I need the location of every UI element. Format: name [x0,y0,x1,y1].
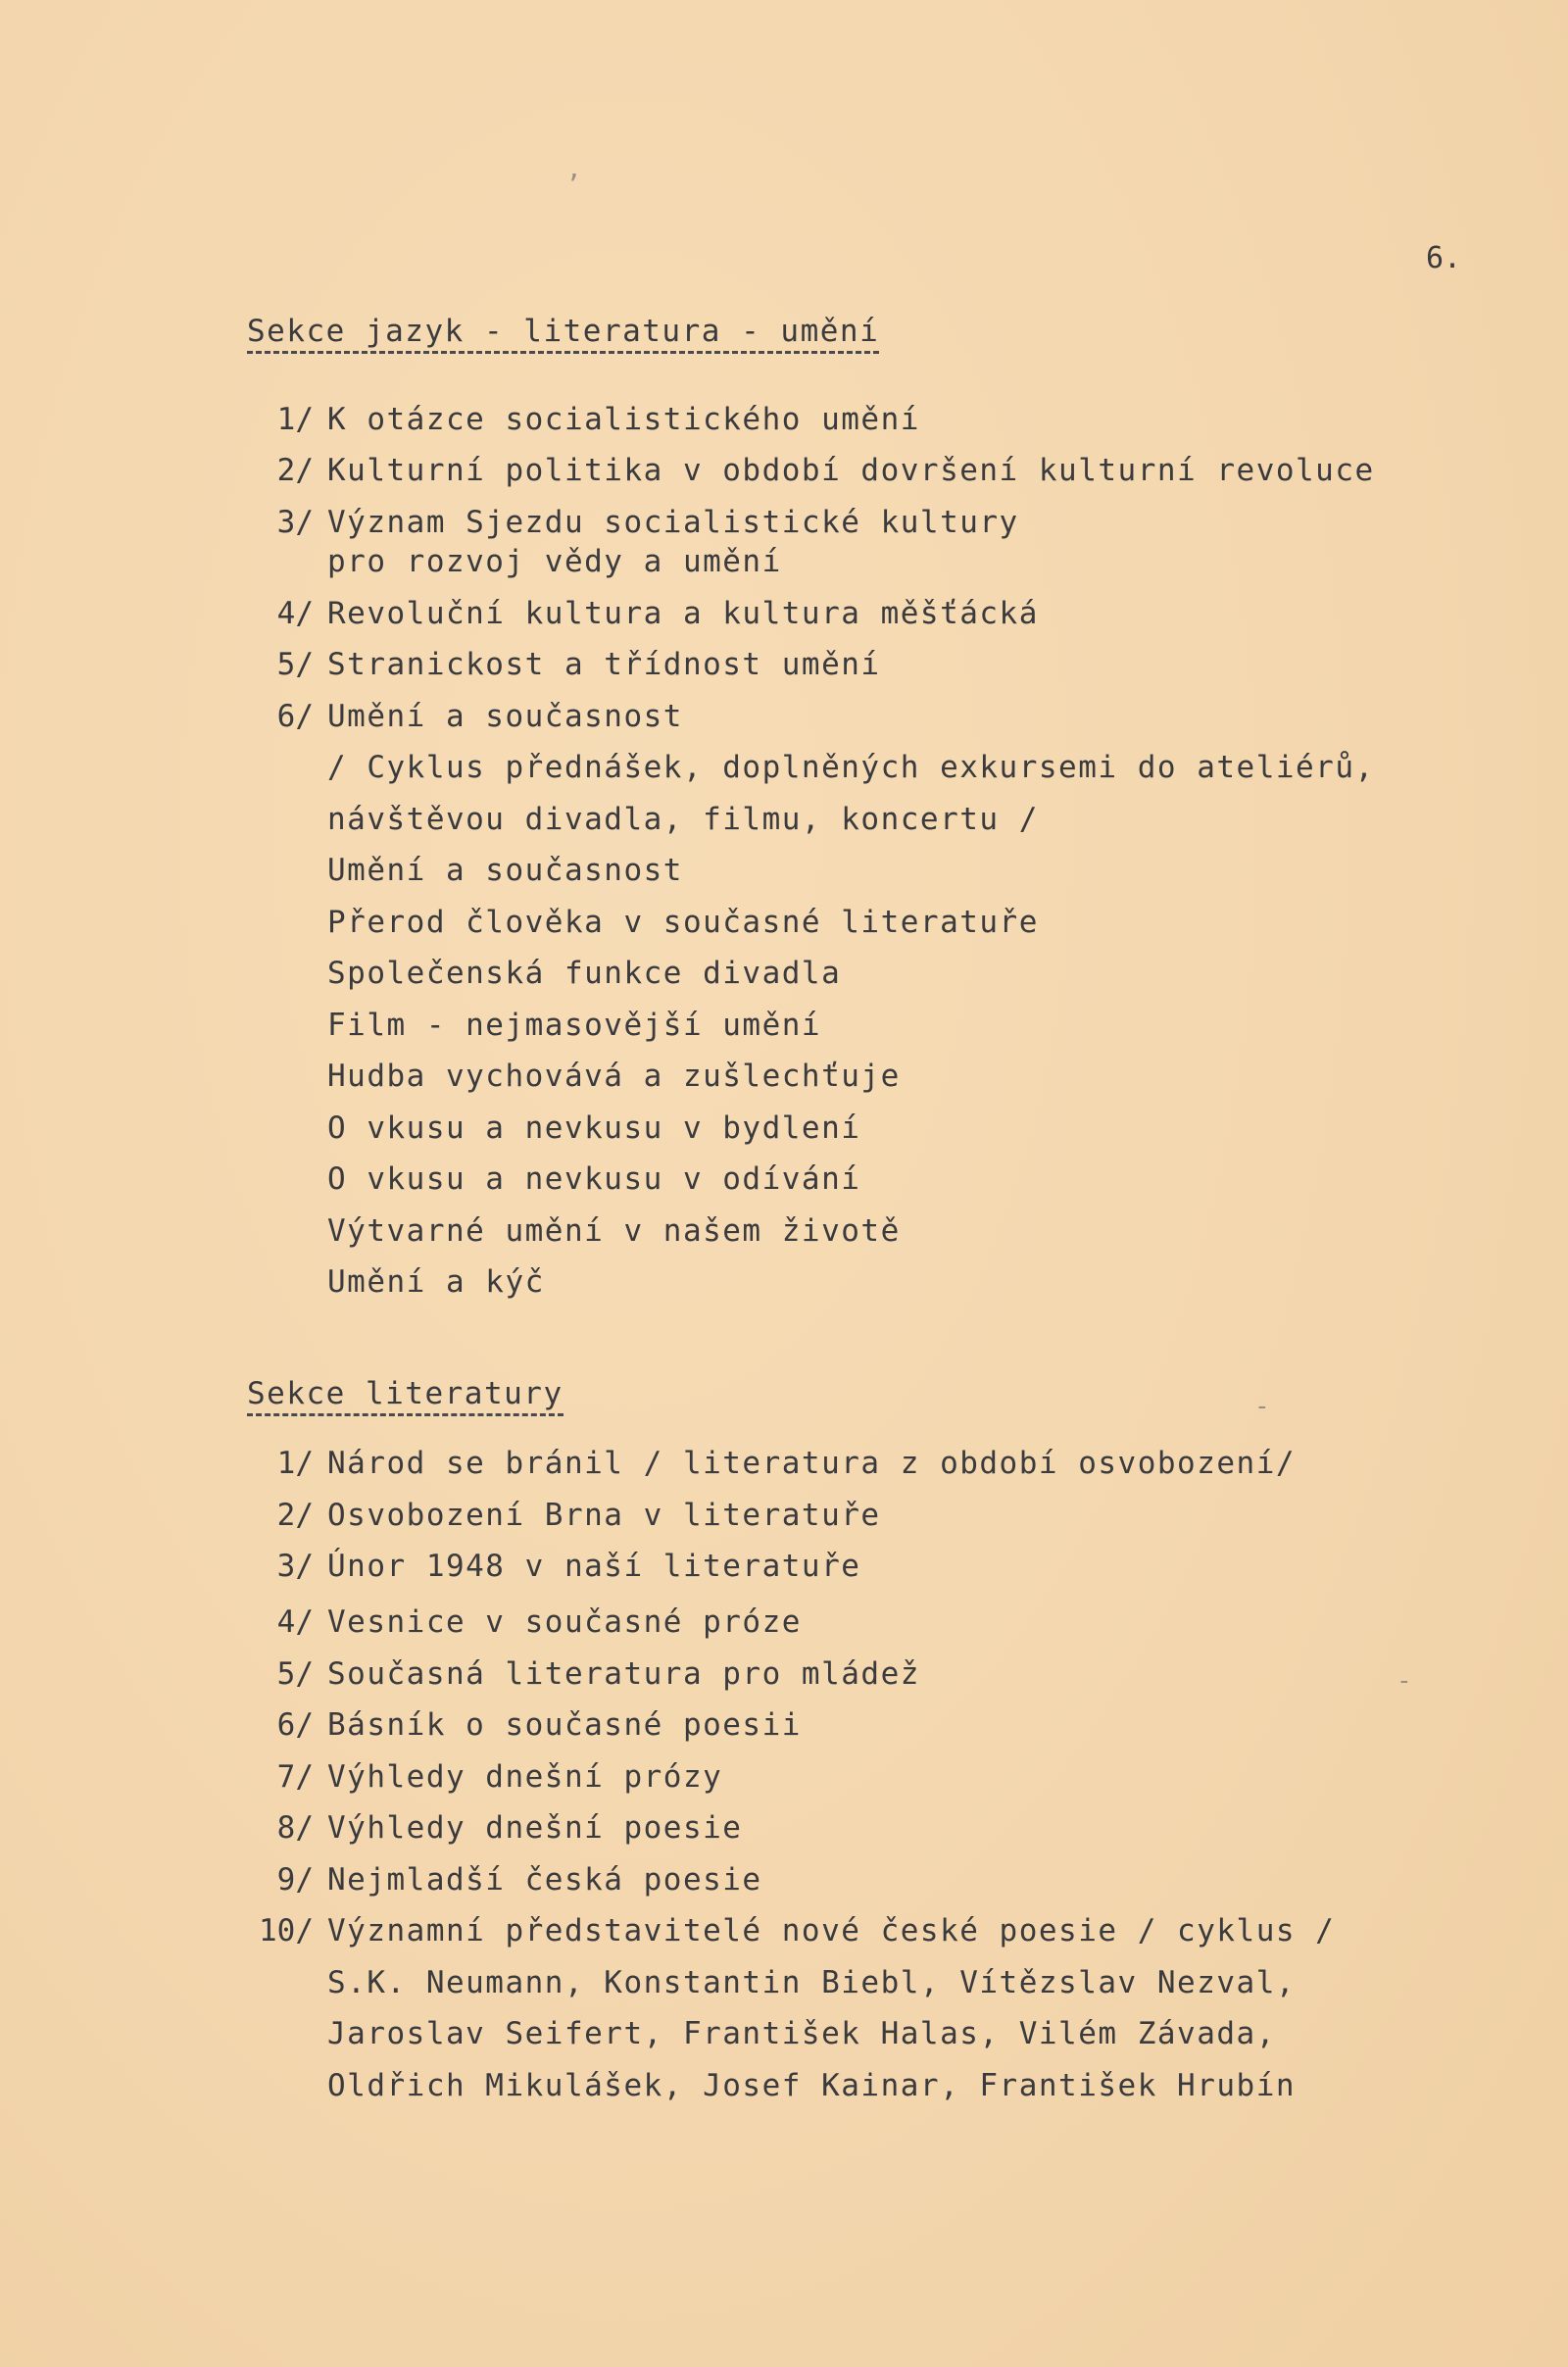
list-item: K otázce socialistického umění [327,402,920,437]
subtopic: Výtvarné umění v našem životě [327,1213,901,1249]
list-item: Kulturní politika v období dovršení kulturní revoluce [327,453,1375,488]
item-number: 5/ [276,1656,314,1692]
item-number: 2/ [276,453,314,488]
paper-speck: , [566,155,582,184]
list-item: Význam Sjezdu socialistické kultury [327,505,1019,540]
item-number: 2/ [276,1498,314,1533]
item-number: 3/ [276,1549,314,1584]
item-number: 6/ [276,699,314,734]
list-item: Osvobození Brna v literatuře [327,1498,881,1533]
subtopic: O vkusu a nevkusu v odívání [327,1161,861,1197]
list-item: Nejmladší česká poesie [327,1862,762,1898]
item-number: 8/ [276,1810,314,1846]
cycle-note-continuation: návštěvou divadla, filmu, koncertu / [327,802,1039,837]
item-number: 7/ [276,1759,314,1795]
list-item: Současná literatura pro mládež [327,1656,920,1692]
list-item: Výhledy dnešní poesie [327,1810,743,1846]
subtopic: Společenská funkce divadla [327,956,842,991]
item-number: 6/ [276,1707,314,1743]
item-number: 4/ [276,596,314,631]
subtopic: Přerod člověka v současné literatuře [327,905,1039,940]
list-item-continuation: Oldřich Mikulášek, Josef Kainar, František Hrubín [327,2068,1297,2103]
item-number: 1/ [276,1446,314,1481]
list-item: Básník o současné poesii [327,1707,802,1743]
section-heading-literature: Sekce literatury [247,1374,564,1416]
item-number: 10/ [259,1913,314,1948]
subtopic: Umění a současnost [327,853,683,888]
item-number: 4/ [276,1604,314,1640]
list-item: Únor 1948 v naší literatuře [327,1549,861,1584]
item-number: 1/ [276,402,314,437]
subtopic: Hudba vychovává a zušlechťuje [327,1059,901,1094]
paper-speck: - [1396,1666,1412,1696]
section-heading-language-literature-art: Sekce jazyk - literatura - umění [247,312,879,354]
list-item: Významní představitelé nové české poesie / cyklus / [327,1913,1336,1948]
cycle-note: / Cyklus přednášek, doplněných exkursemi do ateliérů, [327,750,1375,785]
paper-speck: - [1254,1392,1270,1421]
item-number: 9/ [276,1862,314,1898]
page-number: 6. [1426,241,1462,275]
subtopic: O vkusu a nevkusu v bydlení [327,1110,861,1146]
list-item-continuation: pro rozvoj vědy a umění [327,544,782,579]
subtopic: Umění a kýč [327,1264,545,1300]
subtopic: Film - nejmasovější umění [327,1008,822,1043]
list-item: Revoluční kultura a kultura měšťácká [327,596,1039,631]
list-item-continuation: Jaroslav Seifert, František Halas, Vilém Závada, [327,2016,1276,2051]
list-item: Stranickost a třídnost umění [327,647,881,682]
list-item-continuation: S.K. Neumann, Konstantin Biebl, Vítězslav Nezval, [327,1965,1297,2000]
list-item: Výhledy dnešní prózy [327,1759,723,1795]
item-number: 5/ [276,647,314,682]
list-item: Umění a současnost [327,699,683,734]
list-item: Národ se bránil / literatura z období osvobození/ [327,1446,1297,1481]
item-number: 3/ [276,505,314,540]
list-item: Vesnice v současné próze [327,1604,802,1640]
